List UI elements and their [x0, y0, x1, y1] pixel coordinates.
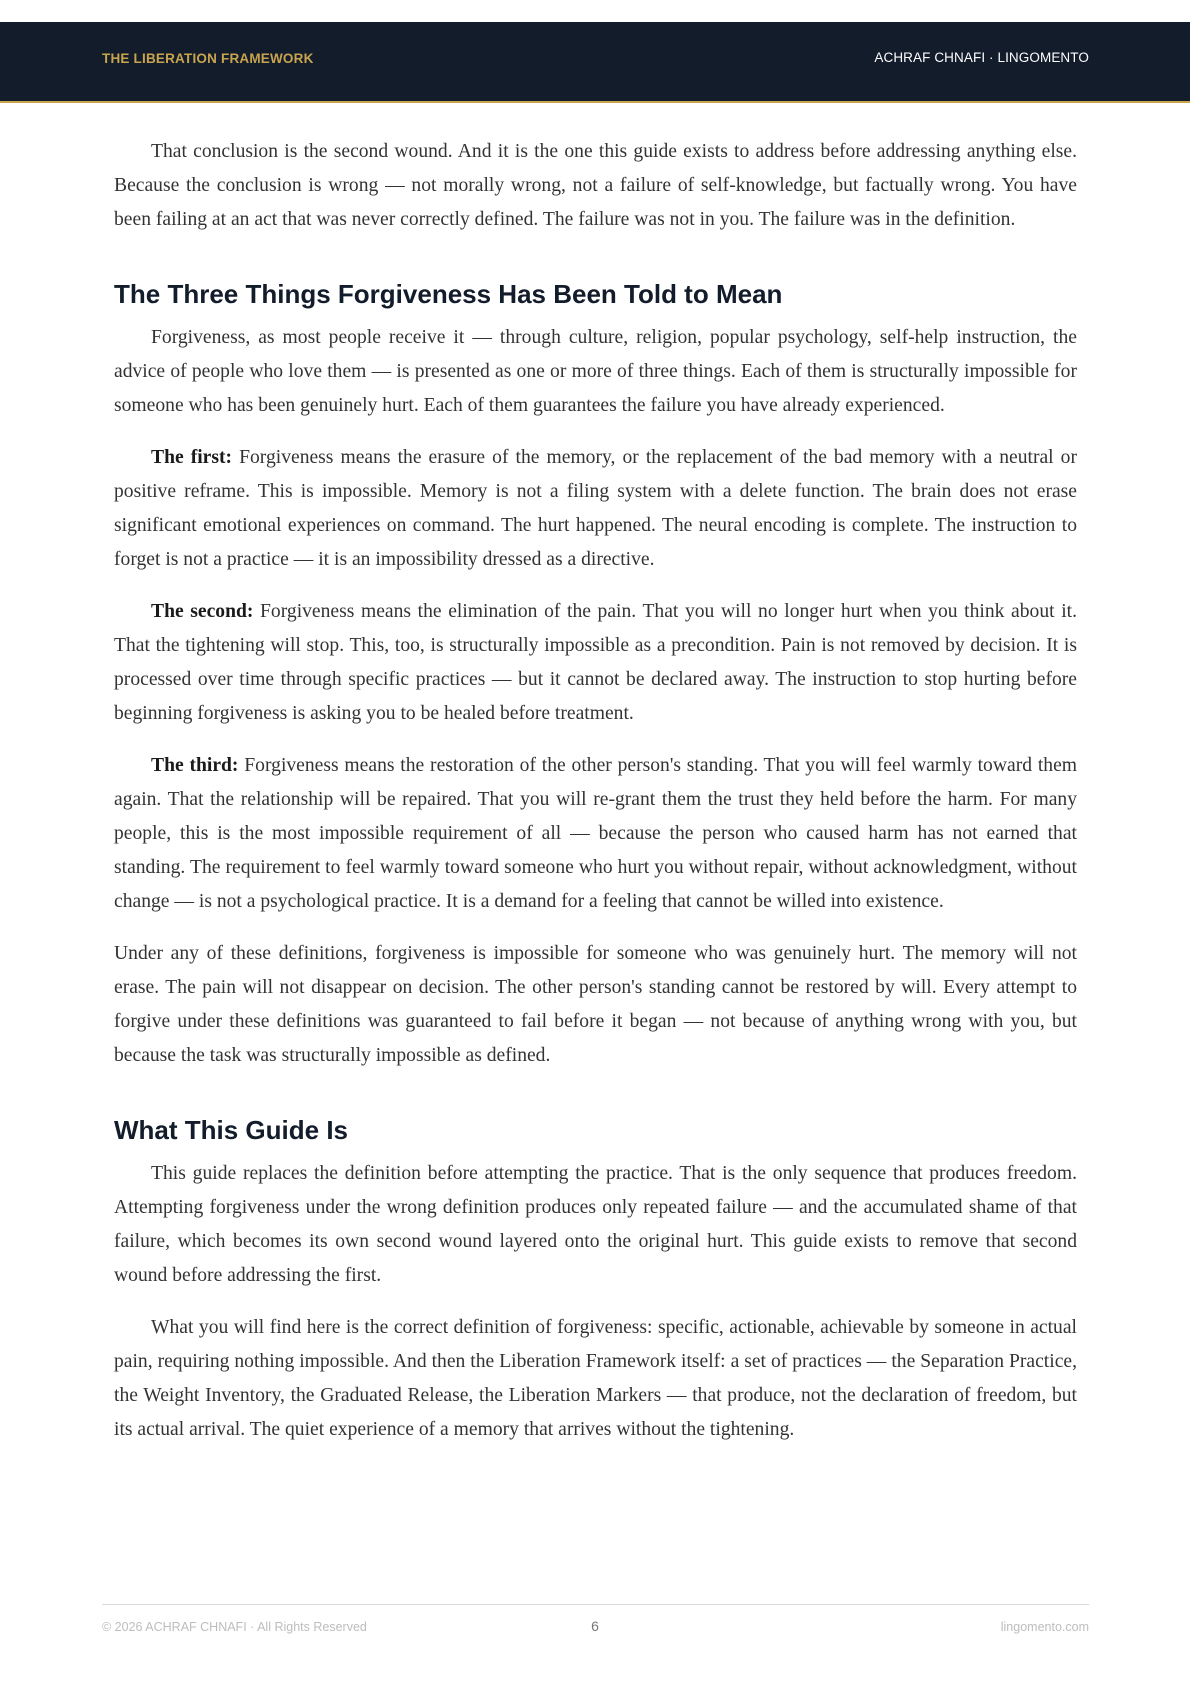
paragraph: That conclusion is the second wound. And it is the one this guide exists to address before addressing anything else. Because the conclusion is wrong — not morally wrong, not a failure of self-knowledge, but factually wrong. You have been failing at an act that was never correctly defined. The failure was not in you. The failure was in the definition.	[114, 141, 1077, 230]
paragraph: Under any of these definitions, forgiveness is impossible for someone who was genuinely hurt. The memory will not erase. The pain will not disappear on decision. The other person's standing cannot be restored by will. Every attempt to forgive under these definitions was guaranteed to fail before it began — not because of anything wrong with you, but because the task was structurally impossible as defined.	[114, 943, 1077, 1066]
lead-third: The third:	[151, 755, 239, 776]
page-header	[0, 22, 1190, 103]
paragraph-third	[114, 749, 1077, 919]
section-heading-what-this-guide-is: What This Guide Is	[114, 1115, 349, 1145]
header-author: ACHRAF CHNAFI · LINGOMENTO	[874, 50, 1089, 65]
footer-copyright: © 2026 ACHRAF CHNAFI · All Rights Reserved	[102, 1620, 367, 1634]
text-first: Forgiveness means the erasure of the memory, or the replacement of the bad memory with a neutral or positive reframe. This is impossible. Memory is not a filing system with a delete function. The brain does not erase significant emotional experiences on command. The hurt happened. The neural encoding is complete. The instruction to forget is not a practice — it is an impossibility dressed as a directive.	[114, 447, 1077, 570]
footer-website: lingomento.com	[1000, 1620, 1089, 1634]
paragraph: Forgiveness, as most people receive it — through culture, religion, popular psychology, self-help instruction, the advice of people who love them — is presented as one or more of three things. Each of them is structurally impossible for someone who has been genuinely hurt. Each of them guarantees the failure you have already experienced.	[114, 327, 1077, 416]
lead-second: The second:	[151, 601, 254, 622]
text-second: Forgiveness means the elimination of the pain. That you will no longer hurt when you think about it. That the tightening will stop. This, too, is structurally impossible as a precondition. Pain is not removed by decision. It is processed over time through specific practices — but it cannot be declared away. The instruction to stop hurting before beginning forgiveness is asking you to be healed before treatment.	[114, 601, 1077, 724]
lead-first: The first:	[151, 447, 233, 468]
page-number: 6	[591, 1618, 599, 1634]
section-heading-three-things: The Three Things Forgiveness Has Been Told to Mean	[114, 279, 783, 309]
text-third: Forgiveness means the restoration of the other person's standing. That you will feel warmly toward them again. That the relationship will be repaired. That you will re-grant them the trust they held before the harm. For many people, this is the most impossible requirement of all — because the person who caused harm has not earned that standing. The requirement to feel warmly toward someone who hurt you without repair, without acknowledgment, without change — is not a psychological practice. It is a demand for a feeling that cannot be willed into existence.	[114, 755, 1078, 912]
paragraph: What you will find here is the correct definition of forgiveness: specific, actionable, achievable by someone in actual pain, requiring nothing impossible. And then the Liberation Framework itself: a set of practices — the Separation Practice, the Weight Inventory, the Graduated Release, the Liberation Markers — that produce, not the declaration of freedom, but its actual arrival. The quiet experience of a memory that arrives without the tightening.	[114, 1317, 1077, 1440]
paragraph-second	[114, 595, 1077, 731]
header-series-title: THE LIBERATION FRAMEWORK	[102, 51, 314, 66]
footer-divider	[102, 1604, 1089, 1605]
paragraph: This guide replaces the definition before attempting the practice. That is the only sequence that produces freedom. Attempting forgiveness under the wrong definition produces only repeated failure — and the accumulated shame of that failure, which becomes its own second wound layered onto the original hurt. This guide exists to remove that second wound before addressing the first.	[114, 1163, 1077, 1286]
page-content	[114, 135, 1077, 1465]
paragraph-first	[114, 441, 1077, 577]
